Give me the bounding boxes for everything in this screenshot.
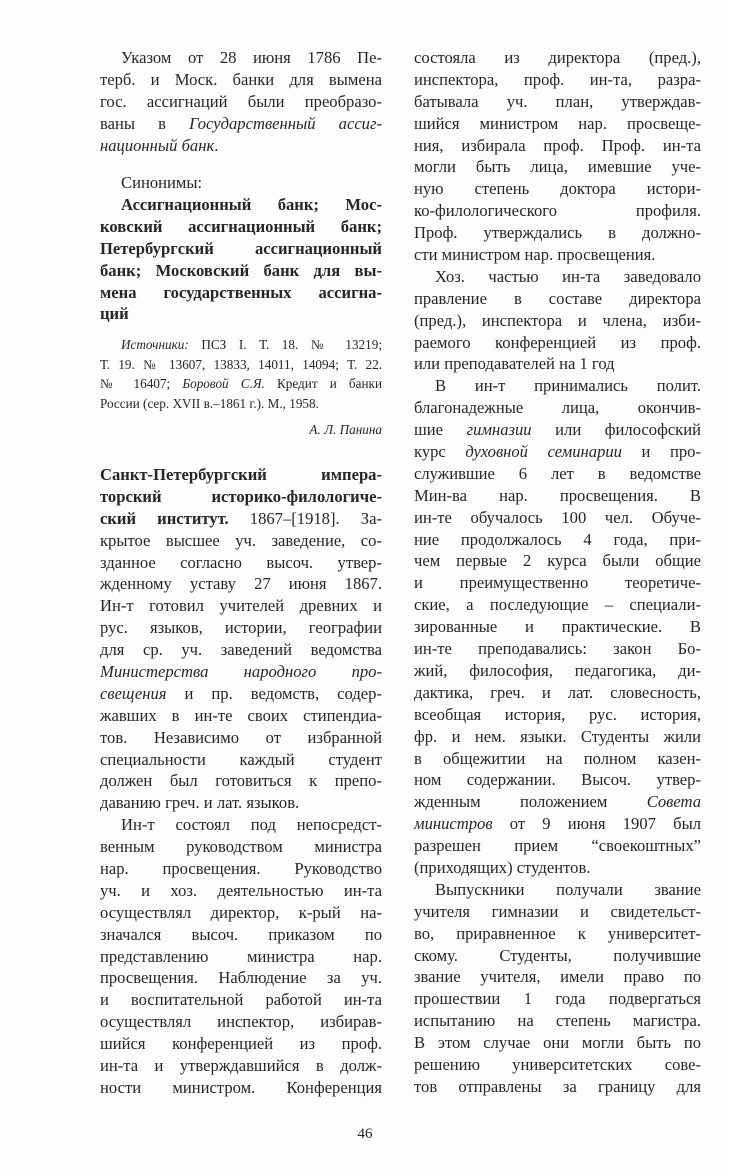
text: учителя гимназии и свидетельст- bbox=[414, 901, 701, 921]
text: раемого конференцией из проф. bbox=[414, 332, 701, 352]
text: курс bbox=[414, 442, 466, 462]
text: ности министром. Конференция bbox=[100, 1077, 382, 1097]
text-line bbox=[414, 156, 701, 178]
text-line bbox=[414, 660, 701, 682]
text: благонадежные лица, окончив- bbox=[414, 398, 701, 418]
text-line bbox=[100, 836, 382, 858]
text-line bbox=[414, 266, 701, 288]
text: служившие 6 лет в ведомстве bbox=[414, 463, 701, 483]
text: должен был готовиться к препо- bbox=[100, 771, 382, 791]
text: ние продолжалось 4 года, при- bbox=[414, 529, 701, 549]
text-line bbox=[100, 595, 382, 617]
text-line bbox=[414, 288, 701, 310]
text-line bbox=[414, 47, 701, 69]
bold-text: ковский ассигнационный банк; bbox=[100, 216, 382, 236]
text-line bbox=[100, 705, 382, 727]
text: ко-филологического профиля. bbox=[414, 201, 701, 221]
text-line bbox=[414, 682, 701, 704]
text-line bbox=[100, 639, 382, 661]
text: жий, философия, педагогика, ди- bbox=[414, 660, 701, 680]
text-line bbox=[100, 967, 382, 989]
text-line bbox=[414, 879, 701, 901]
text: России (сер. XVII в.–1861 г.). М., 1958. bbox=[100, 395, 319, 411]
text: или философский bbox=[531, 420, 702, 440]
text: нар. просвещения. Руководство bbox=[100, 859, 382, 879]
text: жавших в ин-те своих стипендиа- bbox=[100, 705, 382, 725]
text-line bbox=[414, 945, 701, 967]
intro-paragraph bbox=[100, 47, 382, 156]
text-line bbox=[100, 683, 382, 705]
text: № 16407; bbox=[100, 376, 183, 391]
text-line bbox=[414, 529, 701, 551]
text-line bbox=[100, 530, 382, 552]
text: Указом от 28 июня 1786 Пе- bbox=[121, 48, 382, 67]
text: Т. 19. № 13607, 13833, 14011, 14094; Т. 22. bbox=[100, 356, 382, 372]
text-line bbox=[414, 200, 701, 222]
bold-text: банк; Московский банк для вы- bbox=[100, 260, 382, 280]
text-line bbox=[414, 178, 701, 200]
text-line bbox=[100, 419, 382, 441]
text: . bbox=[214, 135, 219, 155]
text: (пред.), инспектора и члена, изби- bbox=[414, 310, 701, 330]
text-line bbox=[414, 397, 701, 419]
text-line bbox=[414, 332, 701, 354]
text: шийся министром нар. просвеще- bbox=[414, 113, 701, 133]
bold-text: мена государственных ассигна- bbox=[100, 282, 382, 302]
text-line bbox=[100, 374, 382, 394]
text-line bbox=[414, 638, 701, 660]
text-line bbox=[414, 441, 701, 463]
text: значался высоч. приказом по bbox=[100, 924, 382, 944]
text: шие bbox=[414, 420, 467, 440]
text: во, приравненное к университет- bbox=[414, 923, 701, 943]
text-line bbox=[100, 464, 382, 486]
text: фр. и нем. языки. Студенты жили bbox=[414, 726, 701, 746]
text: ин-та и утверждавшийся в долж- bbox=[100, 1056, 382, 1076]
text-line bbox=[414, 594, 701, 616]
text-line bbox=[414, 69, 701, 91]
text-line bbox=[100, 194, 382, 216]
text-line bbox=[100, 924, 382, 946]
text: ния, избирала проф. Проф. ин-та bbox=[414, 135, 701, 155]
text: прошествии 1 года подвергаться bbox=[414, 989, 701, 1009]
italic-text: свещения bbox=[100, 683, 167, 703]
bold-text: Ассигнационный банк; Мос- bbox=[121, 195, 382, 214]
sources-note bbox=[100, 335, 382, 413]
bold-text: Петербургский ассигнационный bbox=[100, 238, 382, 258]
text: батывала уч. план, утверждав- bbox=[414, 91, 701, 111]
text-line bbox=[414, 91, 701, 113]
text-line bbox=[100, 1011, 382, 1033]
text-line bbox=[100, 335, 382, 355]
text: ские, а последующие – специали- bbox=[414, 595, 701, 615]
italic-text: Совета bbox=[646, 792, 701, 812]
text-line bbox=[100, 303, 382, 325]
text-line bbox=[414, 923, 701, 945]
text-line bbox=[414, 988, 701, 1010]
text: могли быть лица, имевшие уче- bbox=[414, 157, 701, 177]
text-line bbox=[100, 216, 382, 238]
text-line bbox=[414, 726, 701, 748]
bold-text: торский историко-филологиче- bbox=[100, 486, 382, 506]
text: от 9 июня 1907 был bbox=[492, 814, 701, 834]
text: В этом случае они могли быть по bbox=[414, 1033, 701, 1053]
text-line bbox=[414, 485, 701, 507]
text-line bbox=[414, 813, 701, 835]
text-line bbox=[100, 355, 382, 375]
text-line bbox=[414, 310, 701, 332]
text: тов отправлены за границу для bbox=[414, 1076, 701, 1096]
paragraph bbox=[414, 375, 701, 878]
text: (приходящих) студентов. bbox=[414, 857, 591, 877]
text-line bbox=[414, 1010, 701, 1032]
text: и пр. ведомств, содер- bbox=[166, 683, 382, 703]
paragraph bbox=[414, 266, 701, 375]
text: А. Л. Панина bbox=[309, 422, 382, 437]
text: испытанию на степень магистра. bbox=[414, 1011, 701, 1031]
text-line bbox=[414, 375, 701, 397]
text: и про- bbox=[621, 442, 702, 462]
text-line bbox=[414, 507, 701, 529]
page-number: 46 bbox=[357, 1126, 373, 1142]
text: правление в составе директора bbox=[414, 288, 701, 308]
entry-heading-paragraph bbox=[100, 464, 382, 814]
text-line bbox=[100, 486, 382, 508]
text-line bbox=[100, 661, 382, 683]
text: разрешен прием “своекоштных” bbox=[414, 836, 701, 856]
text: звание учителя, имели право по bbox=[414, 967, 701, 987]
text-line bbox=[100, 946, 382, 968]
text-line bbox=[414, 419, 701, 441]
text-line bbox=[100, 814, 382, 836]
right-column bbox=[414, 47, 701, 1098]
text: состояла из директора (пред.), bbox=[414, 48, 701, 67]
text: Мин-ва нар. просвещения. В bbox=[414, 485, 701, 505]
text-line bbox=[100, 69, 382, 91]
text-line bbox=[414, 572, 701, 594]
text: уч. и хоз. деятельностью ин-та bbox=[100, 880, 382, 900]
text-line bbox=[100, 47, 382, 69]
text: Проф. утверждались в должно- bbox=[414, 223, 701, 243]
text: и воспитательной работой ин-та bbox=[100, 990, 382, 1010]
text-line bbox=[414, 244, 701, 266]
text: 1867–[1918]. За- bbox=[228, 508, 382, 528]
text-line bbox=[100, 172, 382, 194]
paragraph bbox=[414, 879, 701, 1098]
text: всеобщая история, рус. история, bbox=[414, 704, 701, 724]
text: тов. Независимо от избранной bbox=[100, 727, 382, 747]
text-line bbox=[100, 858, 382, 880]
italic-text: Министерства народного про- bbox=[100, 662, 382, 682]
text: сти министром нар. просвещения. bbox=[414, 245, 656, 265]
text-line bbox=[414, 113, 701, 135]
text-line bbox=[414, 704, 701, 726]
italic-text: Государственный ассиг- bbox=[189, 113, 382, 133]
text-line bbox=[100, 792, 382, 814]
text-line bbox=[414, 1076, 701, 1098]
text: Хоз. частью ин-та заведовало bbox=[435, 266, 701, 286]
text: ин-те преподавались: закон Бо- bbox=[414, 639, 701, 659]
text-line bbox=[100, 1055, 382, 1077]
text-line bbox=[100, 113, 382, 135]
text: Ин-т готовил учителей древних и bbox=[100, 596, 382, 616]
text-line bbox=[414, 748, 701, 770]
entry-paragraph bbox=[100, 814, 382, 1099]
italic-text: Боровой С.Я. bbox=[182, 376, 265, 391]
text: в общежитии на полном казен- bbox=[414, 748, 701, 768]
text-line bbox=[100, 989, 382, 1011]
synonyms-label bbox=[100, 172, 382, 194]
text: инспектора, проф. ин-та, разра- bbox=[414, 69, 701, 89]
paragraph bbox=[414, 47, 701, 266]
text: ную степень доктора истори- bbox=[414, 179, 701, 199]
text: для ср. уч. заведений ведомства bbox=[100, 640, 382, 660]
text-line bbox=[414, 353, 701, 375]
text-line bbox=[100, 552, 382, 574]
text-line bbox=[414, 550, 701, 572]
text-line bbox=[100, 260, 382, 282]
text: просвещения. Наблюдение за уч. bbox=[100, 968, 382, 988]
text: жденным положением bbox=[414, 792, 647, 812]
entry-article bbox=[100, 464, 382, 1099]
text: венным руководством министра bbox=[100, 837, 382, 857]
text: ном содержании. Высоч. утвер- bbox=[414, 770, 701, 790]
text-line bbox=[414, 791, 701, 813]
text-line bbox=[414, 1054, 701, 1076]
text: Выпускники получали звание bbox=[435, 879, 701, 899]
text: представлению министра нар. bbox=[100, 946, 382, 966]
italic-text: министров bbox=[414, 814, 493, 834]
text: Кредит и банки bbox=[264, 376, 383, 391]
bold-text: ский институт. bbox=[100, 508, 229, 528]
text-line bbox=[100, 282, 382, 304]
text-line bbox=[100, 1077, 382, 1099]
text: дактика, греч. и лат. словесность, bbox=[414, 682, 701, 702]
italic-text: Источники: bbox=[121, 337, 189, 352]
text-line bbox=[414, 835, 701, 857]
text-line bbox=[100, 238, 382, 260]
text-line bbox=[100, 749, 382, 771]
text-line bbox=[414, 463, 701, 485]
text-line bbox=[414, 769, 701, 791]
italic-text: национный банк bbox=[100, 135, 215, 155]
text-line bbox=[100, 770, 382, 792]
text: терб. и Моск. банки для вымена bbox=[100, 69, 382, 89]
text: специальности каждый студент bbox=[100, 749, 382, 769]
text-line bbox=[414, 135, 701, 157]
text-line bbox=[100, 508, 382, 530]
text-line bbox=[414, 222, 701, 244]
text: рус. языков, истории, географии bbox=[100, 618, 382, 638]
italic-text: гимназии bbox=[466, 420, 532, 440]
text-line bbox=[100, 1033, 382, 1055]
text-line bbox=[100, 394, 382, 414]
article-author bbox=[100, 419, 382, 441]
text: крытое высшее уч. заведение, со- bbox=[100, 530, 382, 550]
text: осуществлял инспектор, избирав- bbox=[100, 1012, 382, 1032]
text: шийся конференцией из проф. bbox=[100, 1034, 382, 1054]
text-line bbox=[414, 966, 701, 988]
text: зданное согласно высоч. утвер- bbox=[100, 552, 382, 572]
text: гос. ассигнаций были преобразо- bbox=[100, 91, 382, 111]
synonyms-list bbox=[100, 194, 382, 325]
text: или преподавателей на 1 год bbox=[414, 354, 615, 374]
bold-text: Санкт-Петербургский импера- bbox=[100, 465, 382, 484]
text: зированные и практические. В bbox=[414, 617, 701, 637]
italic-text: духовной семинарии bbox=[465, 442, 622, 462]
text: решению университетских сове- bbox=[414, 1054, 701, 1074]
text-line bbox=[414, 857, 701, 879]
text: ваны в bbox=[100, 113, 190, 133]
text: ин-те обучалось 100 чел. Обуче- bbox=[414, 507, 701, 527]
text-line bbox=[100, 573, 382, 595]
text-line bbox=[100, 135, 382, 157]
text-line bbox=[100, 617, 382, 639]
text: ПСЗ I. Т. 18. № 13219; bbox=[188, 337, 382, 352]
text: Синонимы: bbox=[121, 173, 203, 192]
text: жденному уставу 27 июня 1867. bbox=[100, 574, 382, 594]
text-line bbox=[100, 91, 382, 113]
text: В ин-т принимались полит. bbox=[435, 376, 701, 396]
text: Ин-т состоял под непосредст- bbox=[121, 815, 382, 835]
text-line bbox=[414, 901, 701, 923]
text: и преимущественно теоретиче- bbox=[414, 573, 701, 593]
text-line bbox=[100, 880, 382, 902]
text-line bbox=[100, 902, 382, 924]
text-line bbox=[414, 616, 701, 638]
text: даванию греч. и лат. языков. bbox=[100, 793, 300, 813]
text: скому. Студенты, получившие bbox=[414, 945, 701, 965]
text-line bbox=[100, 727, 382, 749]
bold-text: ций bbox=[100, 304, 129, 324]
text: чем первые 2 курса были общие bbox=[414, 551, 701, 571]
text-line bbox=[414, 1032, 701, 1054]
text: осуществлял директор, к-рый на- bbox=[100, 902, 382, 922]
